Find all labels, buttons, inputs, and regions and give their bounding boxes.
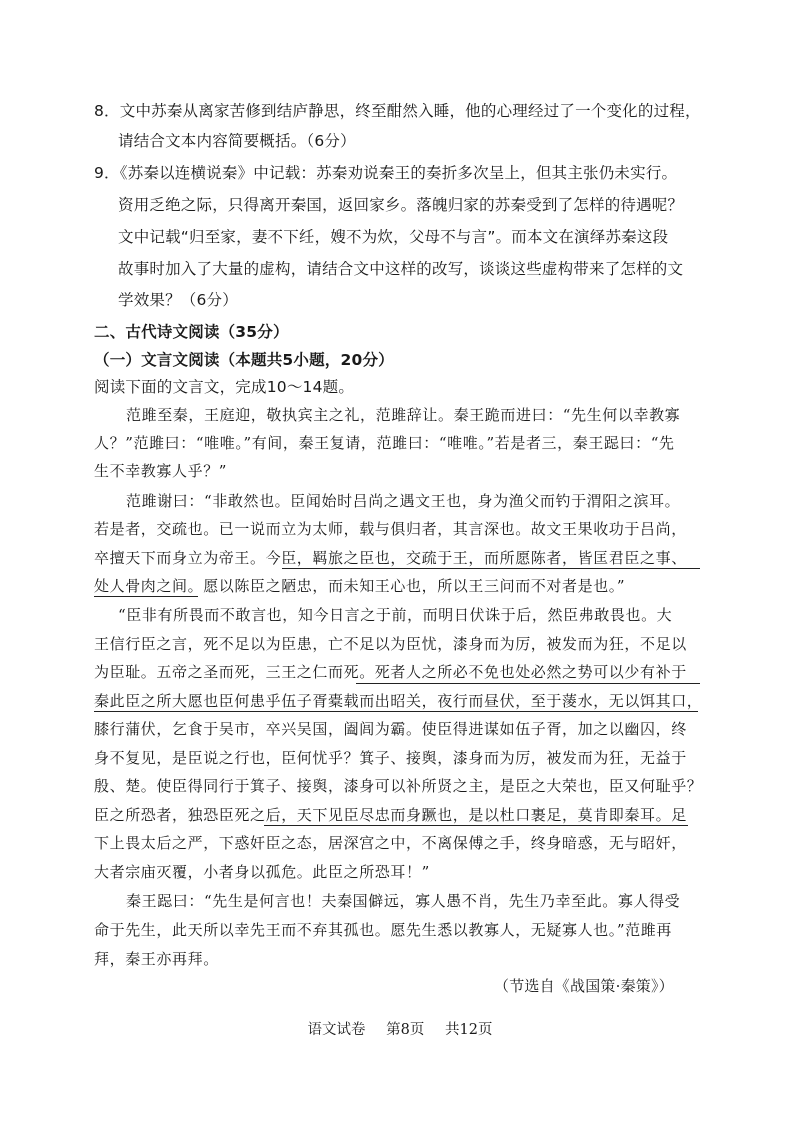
passage-line: “臣非有所畏而不敢言也，知今日言之于前，而明日伏诛于后，然臣弗敢畏也。大 <box>118 606 673 624</box>
footer-subject: 语文试卷 <box>307 1022 366 1038</box>
reading-instruction: 阅读下面的文言文，完成10～14题。 <box>94 378 355 396</box>
passage-line: 大者宗庙灭覆，小者身以孤危。此臣之所恐耳！” <box>94 863 430 881</box>
section-title: 二、古代诗文阅读（35分） <box>94 323 289 341</box>
passage-line: 卒擅天下而身立为帝王。今臣，羁旅之臣也，交疏于王，而所愿陈者，皆匡君臣之事、 <box>94 549 687 567</box>
passage-line: 范雎至秦，王庭迎，敬执宾主之礼，范雎辞让。秦王跪而进曰：“先生何以幸教寡 <box>126 406 681 424</box>
passage-line: 若是者，交疏也。已一说而立为太师，载与俱归者，其言深也。故文王果收功于吕尚， <box>94 520 687 538</box>
passage-line: 人？”范雎曰：“唯唯。”有间，秦王复请，范雎曰：“唯唯。”若是者三，秦王跽曰：“先 <box>94 434 675 452</box>
question-9-line-2: 资用乏绝之际，只得离开秦国，返回家乡。落魄归家的苏秦受到了怎样的待遇呢？ <box>118 196 684 214</box>
passage-line: 秦王跽曰：“先生是何言也！夫秦国僻远，寡人愚不肖，先生乃幸至此。寡人得受 <box>126 892 681 910</box>
question-9-line-3: 文中记载“归至家，妻不下纴，嫂不为炊，父母不与言”。而本文在演绎苏秦这段 <box>118 228 669 246</box>
passage-line: 臣之所恐者，独恐臣死之后，天下见臣尽忠而身蹶也，是以杜口裹足，莫肯即秦耳。足 <box>94 806 687 824</box>
sub-section-title: （一）文言文阅读（本题共5小题，20分） <box>94 351 394 369</box>
page-footer <box>0 1018 800 1039</box>
underline-mark <box>94 711 698 712</box>
question-9-line-4: 故事时加入了大量的虚构，请结合文中这样的改写，谈谈这些虚构带来了怎样的文 <box>118 260 684 278</box>
passage-line: 范雎谢曰：“非敢然也。臣闻始时吕尚之遇文王也，身为渔父而钓于渭阳之滨耳。 <box>126 492 681 510</box>
question-8-line-2: 请结合文本内容简要概括。（6分） <box>118 132 356 150</box>
passage-line: 下上畏太后之严，下惑奸臣之态，居深宫之中，不离保傅之手，终身暗惑，无与昭奸， <box>94 834 687 852</box>
passage-line: 处人骨肉之间。愿以陈臣之陋忠，而未知王心也，所以王三问而不对者是也。” <box>94 577 626 595</box>
passage-line: 殷、楚。使臣得同行于箕子、接舆，漆身可以补所贤之主，是臣之大荣也，臣又何耻乎？ <box>94 777 703 795</box>
question-8-line-1: 8．文中苏秦从离家苦修到结庐静思，终至酣然入睡，他的心理经过了一个变化的过程， <box>94 102 701 120</box>
underline-mark <box>264 825 688 826</box>
passage-line: 命于先生，此天所以幸先王而不弃其孤也。愿先生悉以教寡人，无疑寡人也。”范雎再 <box>94 921 672 939</box>
footer-total-pages: 共12页 <box>445 1022 493 1038</box>
passage-line: 身不复见，是臣说之行也，臣何忧乎？箕子、接舆，漆身而为厉，被发而为狂，无益于 <box>94 749 687 767</box>
passage-line: 膝行蒲伏，乞食于吴市，卒兴吴国，阖闾为霸。使臣得进谋如伍子胥，加之以幽囚，终 <box>94 720 687 738</box>
question-9-line-1: 9．《苏秦以连横说秦》中记载：苏秦劝说秦王的奏折多次呈上，但其主张仍未实行。 <box>94 164 678 182</box>
underline-mark <box>356 683 700 684</box>
passage-line: 王信行臣之言，死不足以为臣患，亡不足以为臣忧，漆身而为厉，被发而为狂，不足以 <box>94 635 687 653</box>
question-9-line-5: 学效果？（6分） <box>118 291 238 309</box>
footer-page-number: 第8页 <box>386 1022 425 1038</box>
passage-line: 生不幸教寡人乎？” <box>94 462 228 480</box>
underline-mark <box>94 596 198 597</box>
passage-source: （节选自《战国策·秦策》） <box>494 977 674 995</box>
passage-line: 拜，秦王亦再拜。 <box>94 950 219 968</box>
passage-line: 为臣耻。五帝之圣而死，三王之仁而死。死者人之所必不免也处必然之势可以少有补于 <box>94 663 687 681</box>
passage-line: 秦此臣之所大愿也臣何患乎伍子胥橐载而出昭关，夜行而昼伏，至于蔆水，无以饵其口， <box>94 692 703 710</box>
underline-mark <box>282 568 700 569</box>
